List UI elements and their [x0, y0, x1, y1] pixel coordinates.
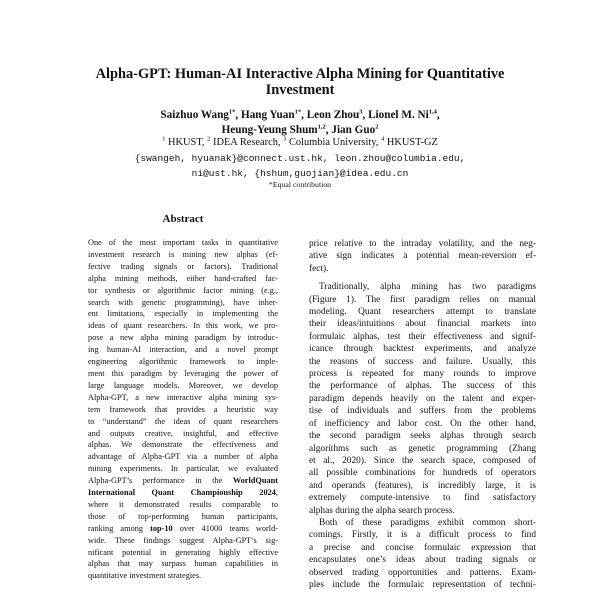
body-line: comings. Firstly, it is a difficult process to find: [309, 530, 536, 541]
abstract-body: [88, 237, 278, 582]
body-line: alphas during the alpha search process.: [309, 505, 455, 516]
body-line: Both of these paradigms exhibit common short-: [319, 517, 536, 528]
affil-sup: 2: [207, 135, 211, 143]
bold-worldquant: WorldQuant: [232, 476, 278, 486]
abstract-line: search with genetic programming), have inher-: [88, 297, 278, 307]
email-line-1: {swangeh, hyuanak}@connect.ust.hk, leon.zhou@columbia.edu,: [134, 153, 466, 164]
affiliation: IDEA Research: [212, 137, 278, 148]
abstract-line: engineering algorithmic framework to imple-: [88, 357, 278, 367]
affil-sup: 3: [283, 135, 287, 143]
abstract-line: One of the most important tasks in quantitative: [88, 238, 278, 247]
body-line: icance through backtest experiments, and analyze: [309, 344, 536, 355]
author-name: Heung-Yeung Shum: [221, 124, 318, 136]
body-line: and operands (features), is incredibly large, it is: [309, 480, 536, 491]
abstract-text: ranking among: [88, 523, 151, 533]
abstract-text: ,: [275, 488, 278, 498]
abstract-line: tem framework that provides a heuristic way: [88, 404, 278, 414]
equal-contribution-note: *Equal contribution: [268, 180, 332, 189]
author-sup: 3: [359, 108, 363, 116]
abstract-line: and outputs creative, insightful, and effective: [88, 428, 278, 438]
affiliations: $^1$ HKUST, $^2$ IDEA Research, $^3$ Columbia University, $^4$ HKUST-GZ: [162, 135, 438, 148]
author-emails: [60, 151, 540, 181]
author-sup: 1*: [294, 108, 302, 116]
author-name: Saizhuo Wang: [160, 109, 229, 121]
body-line: modeling. Quant researchers attempt to translate: [309, 307, 536, 318]
body-line: all possible combinations for hundreds of operators: [309, 468, 536, 479]
body-line: tise of individuals and suffers from the problems: [309, 406, 536, 417]
abstract-line: where it demonstrated results comparable to: [88, 499, 278, 509]
body-line: the reasons of success and failure. Usually, this: [309, 356, 536, 367]
abstract-line: to “understand” the ideas of quant researchers: [88, 416, 278, 426]
title-line-1: Alpha-GPT: Human-AI Interactive Alpha Mining for Quantitative: [95, 66, 505, 82]
abstract-line: fective trading signals or factors). Traditional: [88, 261, 278, 271]
body-line: the second paradigm seeks alphas through search: [309, 431, 536, 442]
abstract-text: over 41000 teams world-: [172, 523, 278, 533]
author-sup: 1*: [228, 108, 236, 116]
body-line: of inefficiency and labor cost. On the other hand,: [309, 418, 536, 429]
body-line: extremely compute-intensive to find satisfactory: [309, 493, 536, 504]
abstract-line: alpha mining methods, either hand-crafted fac-: [88, 273, 278, 283]
affiliation: HKUST: [168, 137, 202, 148]
body-line: process is repeated for many rounds to improve: [309, 369, 536, 380]
author-sup: 1,4: [428, 108, 437, 116]
abstract-heading: Abstract: [162, 213, 204, 225]
email-line-2: ni@ust.hk, {hshum,guojian}@idea.edu.cn: [191, 168, 409, 179]
author-name: Leon Zhou: [306, 109, 360, 121]
author-list: Saizhuo Wang$^{1*}$, Hang Yuan$^{1*}$, Leon Zhou$^3$, Lionel M. Ni$^{1,4}$, Heung-Yeung Shum$^{1,2}$, Jian Guo$^2$: [160, 108, 440, 136]
bold-championship: International Quant Championship 2024: [88, 488, 276, 498]
abstract-line: ing human-AI interaction, and a novel prompt: [88, 345, 278, 355]
body-line: price relative to the intraday volatility, and the neg-: [309, 239, 536, 249]
abstract-line: wide. These findings suggest Alpha-GPT’s sig-: [88, 535, 278, 545]
body-line: encapsulates one’s ideas about trading signals or: [309, 555, 536, 566]
abstract-text: Alpha-GPT’s performance in the: [88, 476, 233, 486]
abstract-line: mining experiments. In particular, we evaluated: [88, 464, 278, 474]
body-line: a precise and concise formulaic expression that: [309, 542, 536, 553]
abstract-line: pose a new alpha mining paradigm by introduc-: [88, 333, 278, 343]
affiliation: HKUST-GZ: [386, 137, 438, 148]
body-line: observed trading opportunities and patterns. Exam-: [309, 567, 536, 578]
author-sup: 1,2: [317, 123, 326, 131]
body-line: paradigm depends heavily on the talent and exper-: [309, 393, 536, 404]
abstract-line: ent limitations, especially in implementing the: [88, 309, 278, 319]
abstract-line: [88, 487, 278, 499]
abstract-line: alphas. We demonstrate the effectiveness and: [88, 440, 278, 450]
author-name: Jian Guo: [331, 124, 376, 136]
author-sup: 2: [375, 123, 379, 131]
paper-title: [60, 66, 540, 98]
affil-sup: 1: [162, 135, 166, 143]
affiliation: Columbia University: [288, 137, 376, 148]
body-line: fect).: [309, 263, 329, 274]
body-right-column: [309, 238, 536, 591]
abstract-line: quantitative investment strategies.: [88, 571, 202, 581]
abstract-line: ment this paradigm by leveraging the power of: [88, 368, 278, 378]
body-line: ples include the formulaic representation of techni-: [309, 579, 536, 590]
abstract-line: ideas of quant researchers. In this work, we pro-: [88, 321, 278, 331]
abstract-line: Alpha-GPT, a new interactive alpha mining sys-: [88, 392, 278, 402]
body-line: Traditionally, alpha mining has two paradigms: [319, 282, 536, 293]
abstract-line: investment research is mining new alphas (ef-: [88, 249, 278, 259]
bold-top10: top-10: [150, 523, 173, 533]
title-line-2: Investment: [265, 82, 335, 98]
abstract-line: advantage of Alpha-GPT via a number of alpha: [88, 452, 278, 462]
abstract-line: large language models. Moreover, we develop: [88, 380, 278, 390]
author-name: Lionel M. Ni: [368, 109, 429, 121]
body-line: their ideas/intuitions about financial markets into: [309, 319, 536, 330]
body-line: ative sign indicates a potential mean-reversion ef-: [309, 251, 536, 262]
abstract-line: those of top-performing human participants,: [88, 511, 278, 521]
abstract-line: [88, 475, 278, 487]
affil-sup: 4: [380, 135, 385, 143]
abstract-line: alphas that may surpass human capabilities in: [88, 559, 278, 569]
abstract-line: tor synthesis or algorithmic factor mining (e.g.,: [88, 285, 278, 295]
body-line: the performance of alphas. The success of this: [309, 381, 536, 392]
body-line: formulaic alphas, test their effectiveness and signif-: [309, 331, 536, 342]
abstract-line: [88, 523, 278, 535]
author-name: Hang Yuan: [241, 109, 295, 121]
body-line: et al., 2020). Since the search space, composed of: [309, 455, 536, 466]
abstract-line: nificant potential in generating highly effective: [88, 547, 278, 557]
body-line: (Figure 1). The first paradigm relies on manual: [309, 294, 536, 305]
body-line: algorithms such as genetic programming (Zhang: [309, 443, 536, 454]
